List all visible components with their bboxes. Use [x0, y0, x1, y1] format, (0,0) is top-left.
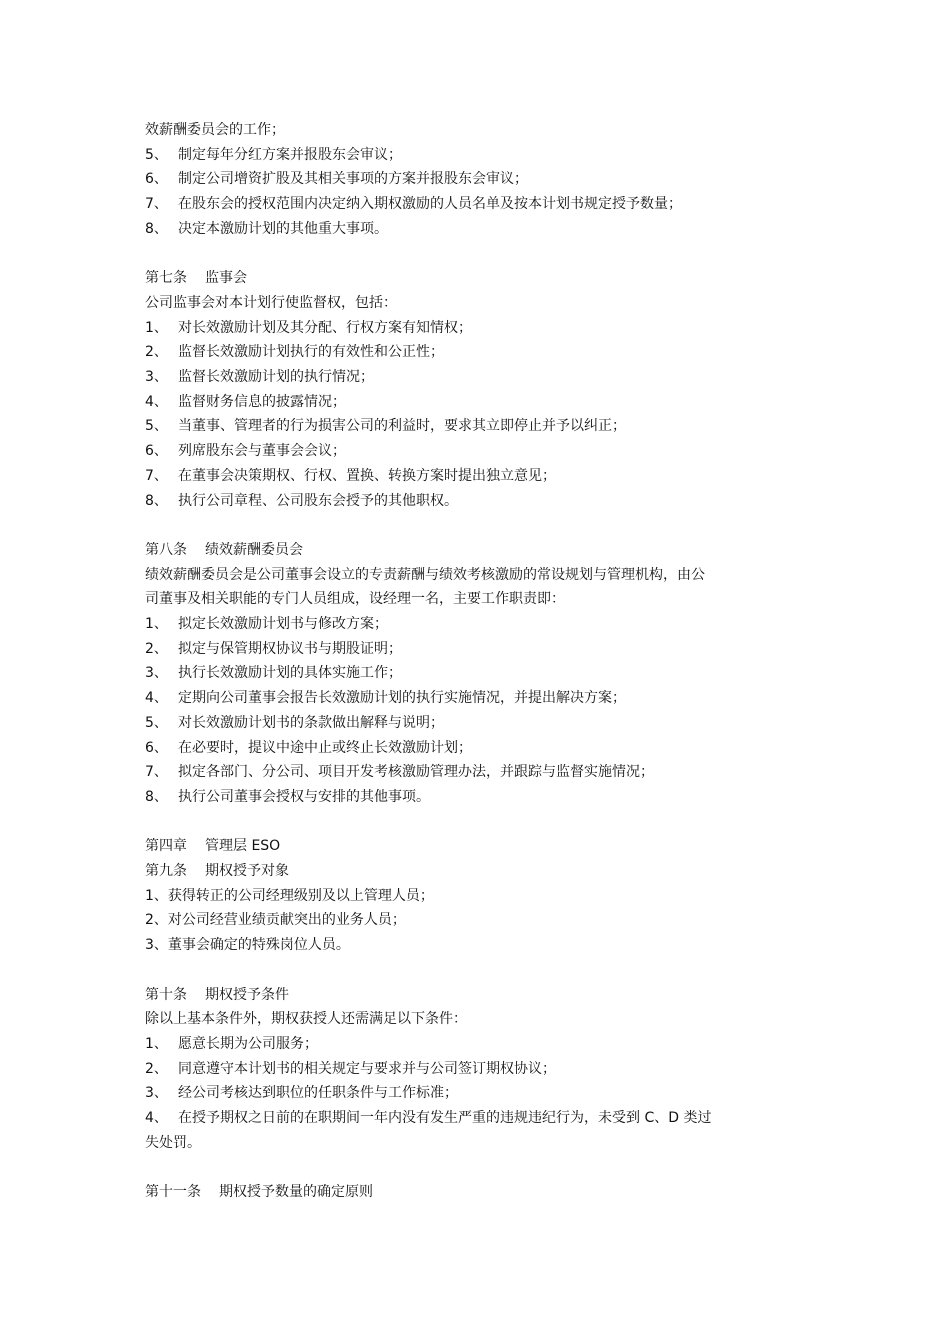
- article-number: 第十条: [145, 986, 187, 1003]
- list-item: [145, 661, 810, 686]
- paragraph-gap: [145, 513, 810, 538]
- list-item: [145, 736, 810, 761]
- list-item: [145, 439, 810, 464]
- item-text: 列席股东会与董事会会议；: [178, 443, 346, 460]
- article-number: 第十一条: [145, 1184, 201, 1201]
- article-heading: [145, 1180, 810, 1205]
- article-intro-line: 绩效薪酬委员会是公司董事会设立的专责薪酬与绩效考核激励的常设规划与管理机构，由公: [145, 566, 705, 583]
- item-number: 7、: [145, 467, 168, 484]
- article-intro-line: 司董事及相关职能的专门人员组成，设经理一名，主要工作职责即：: [145, 591, 565, 608]
- list-item: [145, 340, 810, 365]
- item-number: 6、: [145, 171, 168, 188]
- item-number: 2、: [145, 1060, 168, 1077]
- item-number: 8、: [145, 492, 168, 509]
- item-number: 8、: [145, 220, 168, 237]
- article-heading: [145, 859, 810, 884]
- item-number: 6、: [145, 443, 168, 460]
- item-text: 监督财务信息的披露情况；: [178, 393, 346, 410]
- list-item: [145, 217, 810, 242]
- item-text: 在股东会的授权范围内决定纳入期权激励的人员名单及按本计划书规定授予数量；: [178, 196, 682, 213]
- item-number: 1、: [145, 319, 168, 336]
- item-number: 1、: [145, 616, 168, 633]
- article-number: 第八条: [145, 541, 187, 558]
- item-number: 2、: [145, 344, 168, 361]
- article-title: 监事会: [205, 270, 247, 287]
- item-text: 同意遵守本计划书的相关规定与要求并与公司签订期权协议；: [178, 1060, 556, 1077]
- item-text: 执行公司董事会授权与安排的其他事项。: [178, 788, 430, 805]
- item-number: 8、: [145, 788, 168, 805]
- item-text: 对长效激励计划书的条款做出解释与说明；: [178, 714, 444, 731]
- article-heading: [145, 983, 810, 1008]
- item-text: 拟定与保管期权协议书与期股证明；: [178, 640, 402, 657]
- list-item: [145, 167, 810, 192]
- list-item: [145, 1106, 810, 1131]
- chapter-heading: [145, 834, 810, 859]
- list-item: 1、获得转正的公司经理级别及以上管理人员；: [145, 887, 434, 904]
- item-text: 愿意长期为公司服务；: [178, 1035, 318, 1052]
- list-item: [145, 390, 810, 415]
- paragraph-gap: [145, 810, 810, 835]
- list-item: [145, 711, 810, 736]
- item-text: 在董事会决策期权、行权、置换、转换方案时提出独立意见；: [178, 467, 556, 484]
- list-item: [145, 1081, 810, 1106]
- list-item: [145, 1057, 810, 1082]
- item-number: 2、: [145, 640, 168, 657]
- item-text: 制定每年分红方案并报股东会审议；: [178, 146, 402, 163]
- chapter-title: 管理层 ESO: [205, 838, 281, 855]
- item-text: 定期向公司董事会报告长效激励计划的执行实施情况，并提出解决方案；: [178, 690, 626, 707]
- item-number: 5、: [145, 714, 168, 731]
- list-item: [145, 760, 810, 785]
- chapter-number: 第四章: [145, 838, 187, 855]
- item-text: 拟定各部门、分公司、项目开发考核激励管理办法，并跟踪与监督实施情况；: [178, 764, 654, 781]
- paragraph-gap: [145, 242, 810, 267]
- list-item: [145, 785, 810, 810]
- list-item-continuation: 失处罚。: [145, 1134, 201, 1151]
- item-text: 制定公司增资扩股及其相关事项的方案并报股东会审议；: [178, 171, 528, 188]
- article-intro: 除以上基本条件外，期权获授人还需满足以下条件：: [145, 1011, 467, 1028]
- item-text: 在必要时，提议中途中止或终止长效激励计划；: [178, 739, 472, 756]
- list-item: [145, 637, 810, 662]
- list-item: [145, 414, 810, 439]
- item-text: 执行长效激励计划的具体实施工作；: [178, 665, 402, 682]
- item-number: 4、: [145, 1110, 168, 1127]
- item-number: 3、: [145, 1085, 168, 1102]
- item-number: 6、: [145, 739, 168, 756]
- list-item: [145, 1032, 810, 1057]
- list-item: [145, 365, 810, 390]
- item-number: 5、: [145, 146, 168, 163]
- article-number: 第九条: [145, 863, 187, 880]
- item-number: 3、: [145, 665, 168, 682]
- list-item: [145, 316, 810, 341]
- continuation-text: 效薪酬委员会的工作；: [145, 122, 285, 138]
- article-heading: [145, 266, 810, 291]
- paragraph-gap: [145, 1155, 810, 1180]
- list-item: [145, 612, 810, 637]
- paragraph-gap: [145, 958, 810, 983]
- item-text: 执行公司章程、公司股东会授予的其他职权。: [178, 492, 458, 509]
- article-heading: [145, 538, 810, 563]
- item-text: 在授予期权之日前的在职期间一年内没有发生严重的违规违纪行为，未受到 C、D 类过: [178, 1110, 712, 1127]
- item-text: 经公司考核达到职位的任职条件与工作标准；: [178, 1085, 458, 1102]
- article-title: 期权授予对象: [205, 863, 289, 880]
- list-item: [145, 489, 810, 514]
- list-item: 3、董事会确定的特殊岗位人员。: [145, 937, 350, 954]
- article-number: 第七条: [145, 270, 187, 287]
- item-number: 7、: [145, 196, 168, 213]
- item-text: 监督长效激励计划执行的有效性和公正性；: [178, 344, 444, 361]
- list-item: [145, 143, 810, 168]
- item-number: 4、: [145, 690, 168, 707]
- item-number: 7、: [145, 764, 168, 781]
- article-title: 期权授予条件: [205, 986, 289, 1003]
- item-text: 决定本激励计划的其他重大事项。: [178, 220, 388, 237]
- item-number: 5、: [145, 418, 168, 435]
- article-intro: 公司监事会对本计划行使监督权，包括：: [145, 294, 397, 311]
- list-item: 2、对公司经营业绩贡献突出的业务人员；: [145, 912, 406, 929]
- item-text: 当董事、管理者的行为损害公司的利益时，要求其立即停止并予以纠正；: [178, 418, 626, 435]
- list-item: [145, 464, 810, 489]
- article-title: 期权授予数量的确定原则: [219, 1184, 373, 1201]
- list-item: [145, 686, 810, 711]
- item-text: 对长效激励计划及其分配、行权方案有知情权；: [178, 319, 472, 336]
- item-number: 1、: [145, 1035, 168, 1052]
- list-item: [145, 192, 810, 217]
- document-page: [145, 118, 810, 1205]
- item-text: 监督长效激励计划的执行情况；: [178, 369, 374, 386]
- item-text: 拟定长效激励计划书与修改方案；: [178, 616, 388, 633]
- item-number: 3、: [145, 369, 168, 386]
- item-number: 4、: [145, 393, 168, 410]
- article-title: 绩效薪酬委员会: [205, 541, 303, 558]
